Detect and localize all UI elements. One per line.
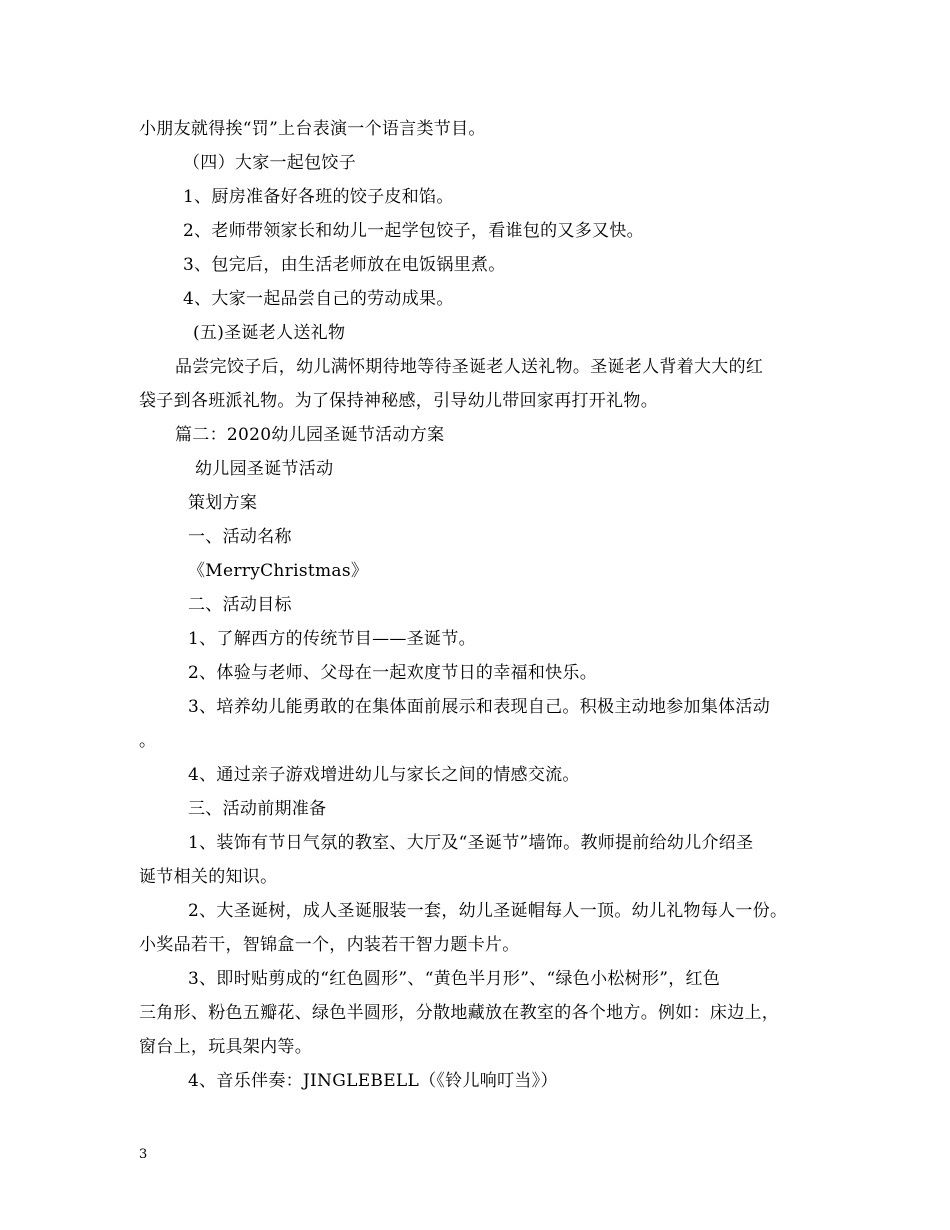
text-line: 诞节相关的知识。 xyxy=(139,867,278,887)
list-item: 1、厨房准备好各班的饺子皮和馅。 xyxy=(183,187,454,207)
list-item: 2、大圣诞树，成人圣诞服装一套，幼儿圣诞帽每人一顶。幼儿礼物每人一份。 xyxy=(188,901,788,921)
text-line: 三角形、粉色五瓣花、绿色半圆形，分散地藏放在教室的各个地方。例如：床边上， xyxy=(139,1003,780,1023)
list-item: 4、音乐伴奏：JINGLEBELL（《铃儿响叮当》） xyxy=(188,1071,558,1091)
title-line: 策划方案 xyxy=(188,493,258,513)
list-item: 2、老师带领家长和幼儿一起学包饺子，看谁包的又多又快。 xyxy=(183,221,644,241)
section-heading: 三、活动前期准备 xyxy=(188,799,327,819)
text-line: 。 xyxy=(139,731,157,751)
section-heading: (五)圣诞老人送礼物 xyxy=(193,323,346,343)
list-item: 3、培养幼儿能勇敢的在集体面前展示和表现自己。积极主动地参加集体活动 xyxy=(188,697,771,717)
list-item: 4、大家一起品尝自己的劳动成果。 xyxy=(183,289,454,309)
list-item: 3、包完后，由生活老师放在电饭锅里煮。 xyxy=(183,255,506,275)
text-line: 品尝完饺子后，幼儿满怀期待地等待圣诞老人送礼物。圣诞老人背着大大的红 xyxy=(175,357,764,377)
page-number: 3 xyxy=(139,1147,148,1162)
list-item: 2、体验与老师、父母在一起欢度节日的幸福和快乐。 xyxy=(188,663,598,683)
text-line: 袋子到各班派礼物。为了保持神秘感，引导幼儿带回家再打开礼物。 xyxy=(139,391,658,411)
list-item: 4、通过亲子游戏增进幼儿与家长之间的情感交流。 xyxy=(188,765,580,785)
text-line: 小奖品若干，智锦盒一个，内装若干智力题卡片。 xyxy=(139,935,520,955)
section-heading: 二、活动目标 xyxy=(188,595,292,615)
chapter-heading: 篇二：2020幼儿园圣诞节活动方案 xyxy=(175,425,445,445)
text-line: 窗台上，玩具架内等。 xyxy=(139,1037,312,1057)
list-item: 1、了解西方的传统节目——圣诞节。 xyxy=(188,629,476,649)
text-line: 小朋友就得挨“罚”上台表演一个语言类节目。 xyxy=(139,119,486,139)
section-heading: （四）大家一起包饺子 xyxy=(183,153,356,173)
text-line: 《MerryChristmas》 xyxy=(188,561,369,581)
section-heading: 一、活动名称 xyxy=(188,527,292,547)
list-item: 3、即时贴剪成的“红色圆形”、“黄色半月形”、“绿色小松树形”，红色 xyxy=(188,969,721,989)
title-line: 幼儿园圣诞节活动 xyxy=(195,459,334,479)
list-item: 1、装饰有节日气氛的教室、大厅及“圣诞节”墙饰。教师提前给幼儿介绍圣 xyxy=(188,833,754,853)
